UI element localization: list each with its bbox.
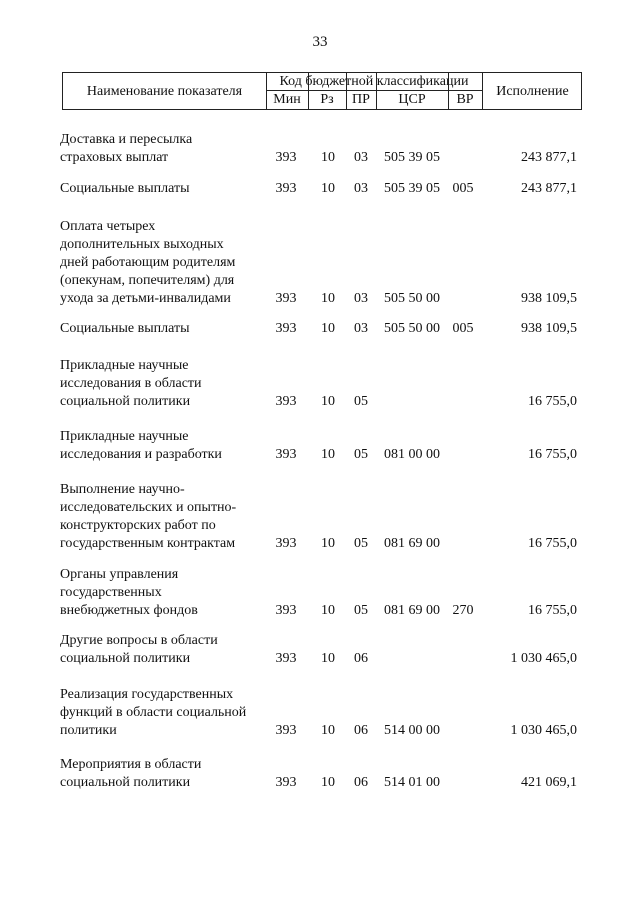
table-row	[0, 686, 640, 740]
row-name	[60, 481, 275, 553]
row-csr: 081 69 00	[384, 603, 440, 618]
header-name-label: Наименование показателя	[86, 84, 243, 99]
row-csr: 505 39 05	[384, 181, 440, 196]
row-exec: 1 030 465,0	[510, 651, 577, 666]
row-rz: 10	[321, 603, 335, 618]
row-name-line: социальной политики	[60, 775, 191, 790]
table-row	[0, 218, 640, 308]
row-vr: 270	[452, 603, 474, 618]
row-csr: 081 69 00	[384, 536, 440, 551]
row-name-line: Социальные выплаты	[60, 181, 190, 196]
row-name-line: исследования и разработки	[60, 447, 222, 462]
header-min-label: Мин	[273, 92, 301, 107]
row-name-line: Реализация государственных	[60, 687, 234, 702]
table-row	[0, 131, 640, 167]
row-vr: 005	[452, 181, 474, 196]
row-name	[60, 756, 275, 792]
row-name	[60, 686, 275, 740]
row-exec: 16 755,0	[528, 536, 577, 551]
row-csr: 514 00 00	[384, 723, 440, 738]
row-name-line: социальной политики	[60, 651, 191, 666]
header-csr-label: ЦСР	[398, 92, 426, 107]
row-rz: 10	[321, 321, 335, 336]
row-min: 393	[275, 603, 297, 618]
row-pr: 05	[354, 394, 368, 409]
header-rz-label: Рз	[320, 92, 334, 107]
table-row	[0, 357, 640, 411]
row-name	[60, 180, 275, 198]
row-name-line: социальной политики	[60, 394, 191, 409]
row-name-line: Социальные выплаты	[60, 321, 190, 336]
row-name-line: Выполнение научно-	[60, 482, 185, 497]
row-exec: 243 877,1	[521, 181, 577, 196]
row-name-line: дополнительных выходных	[60, 237, 224, 252]
row-pr: 06	[354, 775, 368, 790]
row-min: 393	[275, 447, 297, 462]
row-name	[60, 320, 275, 338]
row-rz: 10	[321, 181, 335, 196]
row-csr: 505 50 00	[384, 291, 440, 306]
row-exec: 938 109,5	[521, 321, 577, 336]
table-header	[62, 72, 582, 110]
row-rz: 10	[321, 723, 335, 738]
table-row	[0, 566, 640, 620]
row-pr: 03	[354, 181, 368, 196]
row-name-line: Мероприятия в области	[60, 757, 202, 772]
row-name-line: Оплата четырех	[60, 219, 156, 234]
row-exec: 421 069,1	[521, 775, 577, 790]
row-pr: 03	[354, 150, 368, 165]
row-name-line: Прикладные научные	[60, 429, 189, 444]
row-rz: 10	[321, 775, 335, 790]
row-min: 393	[275, 723, 297, 738]
row-name-line: государственных	[60, 585, 162, 600]
row-rz: 10	[321, 536, 335, 551]
table-row	[0, 756, 640, 792]
row-rz: 10	[321, 651, 335, 666]
row-name-line: Доставка и пересылка	[60, 132, 193, 147]
row-exec: 243 877,1	[521, 150, 577, 165]
row-pr: 03	[354, 321, 368, 336]
row-exec: 1 030 465,0	[510, 723, 577, 738]
header-exec-label: Исполнение	[496, 84, 569, 99]
row-rz: 10	[321, 447, 335, 462]
row-pr: 06	[354, 651, 368, 666]
row-exec: 16 755,0	[528, 394, 577, 409]
row-min: 393	[275, 775, 297, 790]
header-pr-label: ПР	[352, 92, 370, 107]
row-name	[60, 632, 275, 668]
row-name	[60, 218, 275, 308]
row-name	[60, 428, 275, 464]
row-min: 393	[275, 536, 297, 551]
row-min: 393	[275, 651, 297, 666]
row-name	[60, 566, 275, 620]
row-name-line: дней работающим родителям	[60, 255, 236, 270]
row-name-line: внебюджетных фондов	[60, 603, 198, 618]
row-name-line: исследования в области	[60, 376, 202, 391]
row-name-line: страховых выплат	[60, 150, 169, 165]
row-name	[60, 131, 275, 167]
row-csr: 505 50 00	[384, 321, 440, 336]
row-name	[60, 357, 275, 411]
header-divider	[266, 90, 482, 91]
row-name-line: исследовательских и опытно-	[60, 500, 237, 515]
row-rz: 10	[321, 394, 335, 409]
table-row	[0, 428, 640, 464]
row-pr: 05	[354, 536, 368, 551]
row-min: 393	[275, 291, 297, 306]
row-pr: 05	[354, 603, 368, 618]
row-csr: 081 00 00	[384, 447, 440, 462]
row-csr: 514 01 00	[384, 775, 440, 790]
header-vr-label: ВР	[456, 92, 474, 107]
row-min: 393	[275, 394, 297, 409]
table-row	[0, 180, 640, 198]
row-name-line: конструкторских работ по	[60, 518, 216, 533]
row-name-line: ухода за детьми-инвалидами	[60, 291, 231, 306]
row-min: 393	[275, 321, 297, 336]
row-pr: 05	[354, 447, 368, 462]
row-rz: 10	[321, 291, 335, 306]
row-name-line: Органы управления	[60, 567, 179, 582]
row-name-line: (опекунам, попечителям) для	[60, 273, 235, 288]
row-name-line: Другие вопросы в области	[60, 633, 218, 648]
row-name-line: государственным контрактам	[60, 536, 236, 551]
row-name-line: политики	[60, 723, 117, 738]
row-exec: 938 109,5	[521, 291, 577, 306]
table-row	[0, 632, 640, 668]
header-code-group-label: Код бюджетной классификации	[279, 74, 469, 89]
table-row	[0, 481, 640, 553]
row-exec: 16 755,0	[528, 603, 577, 618]
row-name-line: функций в области социальной	[60, 705, 247, 720]
table-row	[0, 320, 640, 338]
row-min: 393	[275, 150, 297, 165]
row-pr: 03	[354, 291, 368, 306]
page-number: 33	[312, 34, 328, 50]
row-min: 393	[275, 181, 297, 196]
row-name-line: Прикладные научные	[60, 358, 189, 373]
row-csr: 505 39 05	[384, 150, 440, 165]
row-pr: 06	[354, 723, 368, 738]
row-rz: 10	[321, 150, 335, 165]
row-vr: 005	[452, 321, 474, 336]
row-exec: 16 755,0	[528, 447, 577, 462]
